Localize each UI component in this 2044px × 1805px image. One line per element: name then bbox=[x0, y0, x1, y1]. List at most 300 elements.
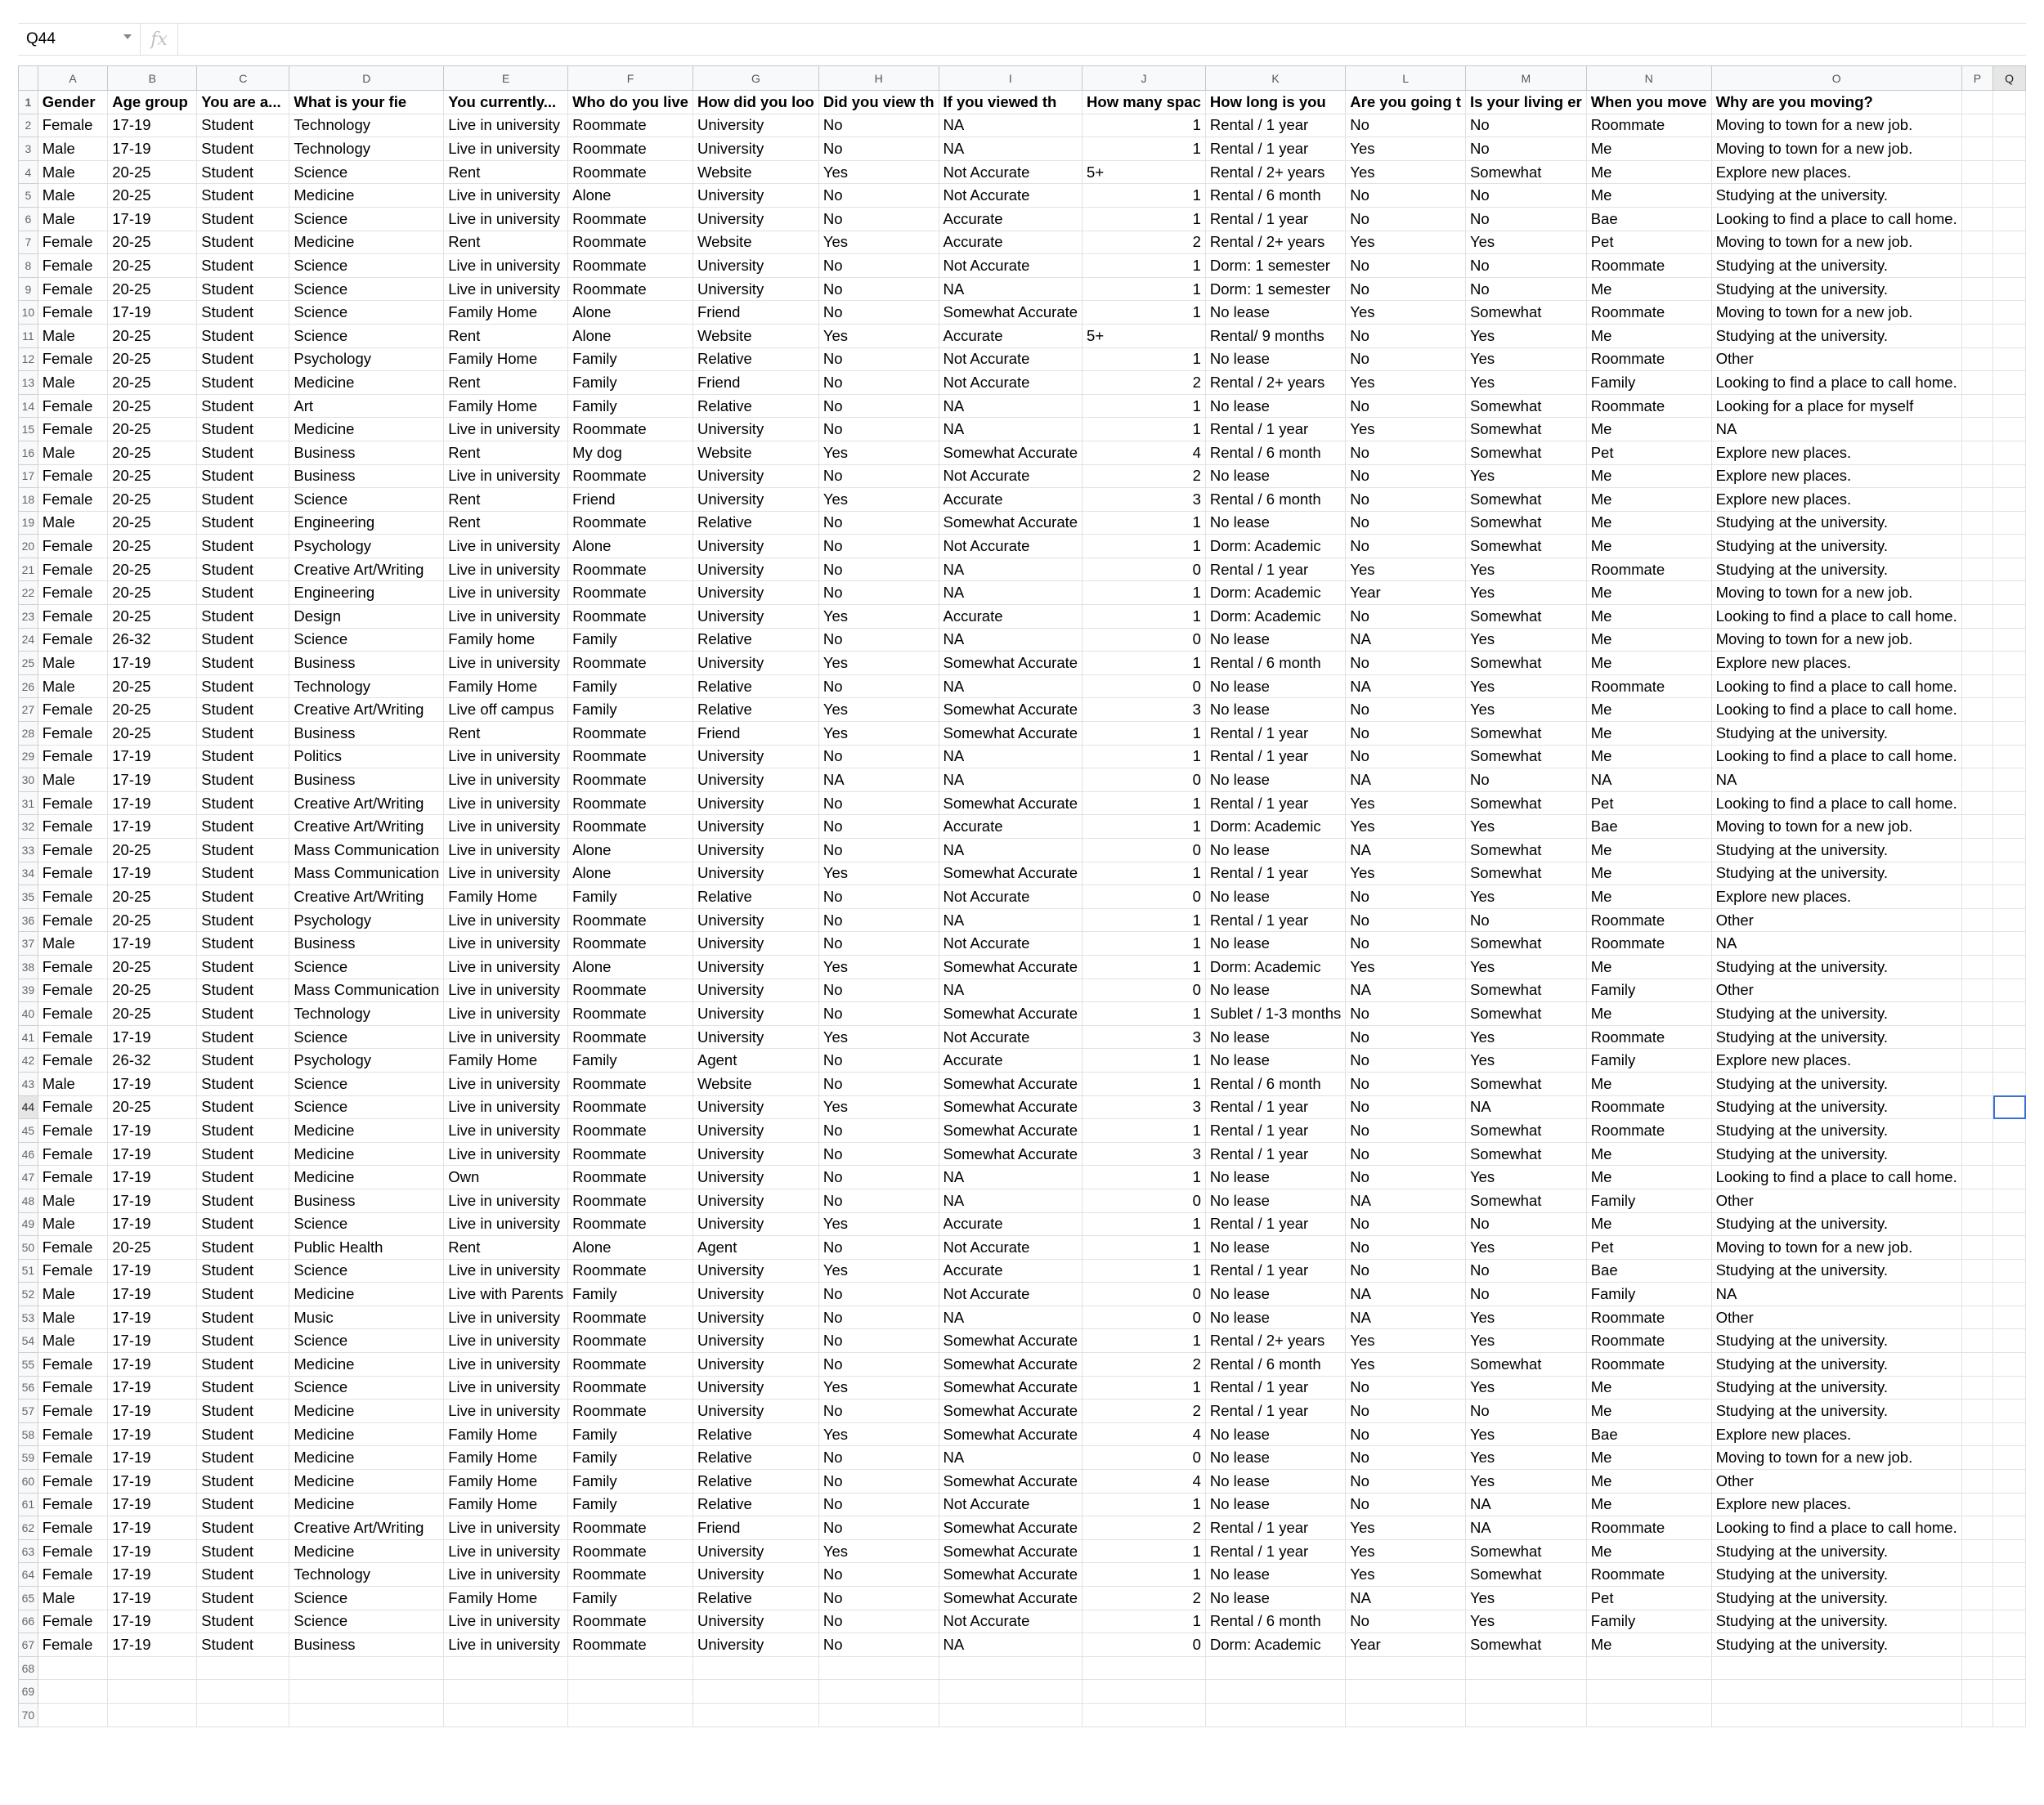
cell[interactable]: No bbox=[1346, 1470, 1466, 1494]
cell[interactable]: Science bbox=[289, 1072, 444, 1095]
cell[interactable] bbox=[1993, 511, 2026, 535]
cell[interactable]: No bbox=[818, 464, 939, 488]
cell[interactable]: Somewhat bbox=[1465, 1539, 1586, 1563]
cell[interactable]: Live in university bbox=[444, 908, 568, 932]
cell[interactable] bbox=[1961, 1072, 1992, 1095]
cell[interactable]: Rental / 1 year bbox=[1205, 745, 1345, 768]
cell[interactable]: Not Accurate bbox=[939, 1493, 1083, 1516]
cell[interactable]: Roommate bbox=[568, 1166, 693, 1189]
cell[interactable]: Roommate bbox=[568, 979, 693, 1002]
cell[interactable]: Bae bbox=[1586, 207, 1711, 231]
cell[interactable]: 2 bbox=[1083, 1587, 1206, 1610]
cell[interactable]: Explore new places. bbox=[1711, 1049, 1961, 1073]
cell[interactable]: Studying at the university. bbox=[1711, 1259, 1961, 1283]
cell[interactable]: Politics bbox=[289, 745, 444, 768]
cell[interactable]: 1 bbox=[1083, 394, 1206, 418]
cell[interactable]: Me bbox=[1586, 885, 1711, 909]
cell[interactable]: No bbox=[1346, 1049, 1466, 1073]
column-header-a[interactable]: A bbox=[38, 66, 108, 91]
cell[interactable]: Explore new places. bbox=[1711, 652, 1961, 675]
cell[interactable]: Me bbox=[1586, 464, 1711, 488]
cell[interactable]: 1 bbox=[1083, 1119, 1206, 1143]
cell[interactable]: No bbox=[1346, 1072, 1466, 1095]
cell[interactable]: Mass Communication bbox=[289, 979, 444, 1002]
cell[interactable]: Me bbox=[1586, 1470, 1711, 1494]
cell[interactable]: 5+ bbox=[1083, 324, 1206, 347]
cell[interactable]: Somewhat Accurate bbox=[939, 511, 1083, 535]
cell[interactable]: Student bbox=[197, 1025, 289, 1049]
cell[interactable]: No lease bbox=[1205, 698, 1345, 722]
cell[interactable]: Student bbox=[197, 277, 289, 301]
cell[interactable]: Studying at the university. bbox=[1711, 1563, 1961, 1587]
cell[interactable]: Student bbox=[197, 815, 289, 839]
cell[interactable]: Rental / 6 month bbox=[1205, 441, 1345, 464]
cell[interactable]: Male bbox=[38, 441, 108, 464]
cell[interactable]: 20-25 bbox=[108, 488, 197, 512]
cell[interactable]: Art bbox=[289, 394, 444, 418]
cell[interactable]: Science bbox=[289, 628, 444, 652]
cell[interactable]: Yes bbox=[1465, 1587, 1586, 1610]
cell[interactable]: Somewhat Accurate bbox=[939, 1516, 1083, 1540]
cell[interactable]: Studying at the university. bbox=[1711, 1002, 1961, 1026]
header-cell[interactable]: Age group bbox=[108, 91, 197, 114]
cell[interactable]: Science bbox=[289, 1259, 444, 1283]
cell[interactable]: 17-19 bbox=[108, 1142, 197, 1166]
cell[interactable]: Rental/ 9 months bbox=[1205, 324, 1345, 347]
cell[interactable]: Not Accurate bbox=[939, 1236, 1083, 1260]
cell[interactable]: Live in university bbox=[444, 535, 568, 558]
cell[interactable]: Rental / 1 year bbox=[1205, 1376, 1345, 1400]
cell[interactable]: Science bbox=[289, 955, 444, 979]
row-header[interactable]: 14 bbox=[19, 394, 38, 418]
cell[interactable] bbox=[1961, 231, 1992, 254]
cell[interactable]: Student bbox=[197, 1633, 289, 1657]
row-header[interactable]: 56 bbox=[19, 1376, 38, 1400]
cell[interactable]: Accurate bbox=[939, 1259, 1083, 1283]
cell[interactable]: Somewhat bbox=[1465, 160, 1586, 184]
cell[interactable] bbox=[38, 1703, 108, 1727]
cell[interactable]: Student bbox=[197, 464, 289, 488]
cell[interactable]: Other bbox=[1711, 1189, 1961, 1212]
cell[interactable] bbox=[1961, 1283, 1992, 1306]
cell[interactable]: Yes bbox=[1346, 301, 1466, 325]
cell[interactable]: Rental / 1 year bbox=[1205, 862, 1345, 885]
cell[interactable]: 20-25 bbox=[108, 1236, 197, 1260]
cell[interactable]: Roommate bbox=[1586, 932, 1711, 956]
cell[interactable]: No bbox=[1346, 394, 1466, 418]
cell[interactable] bbox=[1993, 698, 2026, 722]
cell[interactable]: NA bbox=[1711, 1283, 1961, 1306]
cell[interactable] bbox=[1465, 1703, 1586, 1727]
cell[interactable] bbox=[1993, 1025, 2026, 1049]
cell[interactable]: Roommate bbox=[568, 1329, 693, 1353]
column-header-h[interactable]: H bbox=[818, 66, 939, 91]
cell[interactable]: NA bbox=[818, 768, 939, 792]
cell[interactable]: Engineering bbox=[289, 511, 444, 535]
cell[interactable] bbox=[1961, 1189, 1992, 1212]
cell[interactable]: Not Accurate bbox=[939, 1025, 1083, 1049]
cell[interactable]: Looking to find a place to call home. bbox=[1711, 698, 1961, 722]
cell[interactable]: Student bbox=[197, 1353, 289, 1377]
cell[interactable]: Family bbox=[568, 1422, 693, 1446]
cell[interactable]: Business bbox=[289, 1189, 444, 1212]
column-header-l[interactable]: L bbox=[1346, 66, 1466, 91]
cell[interactable] bbox=[1961, 1656, 1992, 1680]
cell[interactable]: Somewhat Accurate bbox=[939, 1072, 1083, 1095]
cell[interactable] bbox=[1993, 1002, 2026, 1026]
cell[interactable]: NA bbox=[1346, 628, 1466, 652]
cell[interactable]: 1 bbox=[1083, 1002, 1206, 1026]
row-header[interactable]: 42 bbox=[19, 1049, 38, 1073]
cell[interactable]: Me bbox=[1586, 1212, 1711, 1236]
cell[interactable]: Yes bbox=[1465, 628, 1586, 652]
cell[interactable]: No bbox=[818, 815, 939, 839]
cell[interactable]: Roommate bbox=[1586, 1516, 1711, 1540]
cell[interactable]: Creative Art/Writing bbox=[289, 698, 444, 722]
cell[interactable]: Yes bbox=[1346, 371, 1466, 395]
cell[interactable]: 1 bbox=[1083, 1563, 1206, 1587]
cell[interactable] bbox=[1961, 1633, 1992, 1657]
cell[interactable]: Technology bbox=[289, 1563, 444, 1587]
cell[interactable] bbox=[1961, 745, 1992, 768]
cell[interactable] bbox=[1961, 791, 1992, 815]
cell[interactable]: Live in university bbox=[444, 1025, 568, 1049]
cell[interactable]: No bbox=[818, 581, 939, 605]
cell[interactable]: 1 bbox=[1083, 184, 1206, 208]
cell[interactable]: 20-25 bbox=[108, 1095, 197, 1119]
cell[interactable] bbox=[1961, 839, 1992, 862]
cell[interactable]: Yes bbox=[818, 862, 939, 885]
row-header[interactable]: 46 bbox=[19, 1142, 38, 1166]
cell[interactable]: Pet bbox=[1586, 231, 1711, 254]
cell[interactable]: Me bbox=[1586, 839, 1711, 862]
cell[interactable]: Male bbox=[38, 137, 108, 161]
row-header[interactable]: 44 bbox=[19, 1095, 38, 1119]
cell[interactable]: Family bbox=[1586, 1189, 1711, 1212]
cell[interactable] bbox=[1961, 1142, 1992, 1166]
cell[interactable] bbox=[1961, 1703, 1992, 1727]
cell[interactable]: Business bbox=[289, 932, 444, 956]
cell[interactable] bbox=[1993, 1470, 2026, 1494]
cell[interactable] bbox=[1961, 652, 1992, 675]
cell[interactable] bbox=[1961, 1095, 1992, 1119]
cell[interactable]: No bbox=[1346, 347, 1466, 371]
cell[interactable]: Yes bbox=[818, 1376, 939, 1400]
cell[interactable]: Yes bbox=[1465, 1376, 1586, 1400]
cell[interactable]: Me bbox=[1586, 1633, 1711, 1657]
cell[interactable]: No lease bbox=[1205, 628, 1345, 652]
cell[interactable]: No lease bbox=[1205, 885, 1345, 909]
cell[interactable] bbox=[1993, 908, 2026, 932]
cell[interactable]: No bbox=[1346, 1376, 1466, 1400]
cell[interactable]: Female bbox=[38, 791, 108, 815]
cell[interactable] bbox=[1993, 1493, 2026, 1516]
cell[interactable]: No bbox=[1346, 1095, 1466, 1119]
cell[interactable]: 1 bbox=[1083, 745, 1206, 768]
cell[interactable]: Student bbox=[197, 1212, 289, 1236]
cell[interactable]: Male bbox=[38, 160, 108, 184]
cell[interactable]: Rental / 1 year bbox=[1205, 791, 1345, 815]
cell[interactable]: 20-25 bbox=[108, 418, 197, 441]
header-cell[interactable]: Is your living er bbox=[1465, 91, 1586, 114]
header-cell[interactable]: You currently... bbox=[444, 91, 568, 114]
cell[interactable]: No lease bbox=[1205, 1422, 1345, 1446]
cell[interactable]: 17-19 bbox=[108, 1259, 197, 1283]
cell[interactable]: 1 bbox=[1083, 791, 1206, 815]
row-header[interactable]: 37 bbox=[19, 932, 38, 956]
cell[interactable]: Student bbox=[197, 1166, 289, 1189]
cell[interactable]: Live in university bbox=[444, 955, 568, 979]
cell[interactable]: 17-19 bbox=[108, 1633, 197, 1657]
cell[interactable]: Student bbox=[197, 184, 289, 208]
column-header-d[interactable]: D bbox=[289, 66, 444, 91]
cell[interactable]: Relative bbox=[693, 885, 818, 909]
cell[interactable]: Me bbox=[1586, 1493, 1711, 1516]
cell[interactable] bbox=[1993, 1703, 2026, 1727]
row-header[interactable]: 18 bbox=[19, 488, 38, 512]
cell[interactable]: 20-25 bbox=[108, 908, 197, 932]
cell[interactable]: No bbox=[818, 347, 939, 371]
cell[interactable]: 1 bbox=[1083, 1329, 1206, 1353]
cell[interactable]: Dorm: 1 semester bbox=[1205, 277, 1345, 301]
cell[interactable]: No lease bbox=[1205, 1446, 1345, 1470]
cell[interactable]: Female bbox=[38, 535, 108, 558]
cell[interactable]: Rental / 1 year bbox=[1205, 418, 1345, 441]
cell[interactable]: Website bbox=[693, 1072, 818, 1095]
cell[interactable]: Somewhat Accurate bbox=[939, 1376, 1083, 1400]
cell[interactable]: Yes bbox=[1465, 1470, 1586, 1494]
cell[interactable]: No bbox=[1346, 184, 1466, 208]
cell[interactable]: 2 bbox=[1083, 464, 1206, 488]
cell[interactable]: No bbox=[818, 418, 939, 441]
cell[interactable]: Studying at the university. bbox=[1711, 722, 1961, 746]
cell[interactable]: 20-25 bbox=[108, 441, 197, 464]
cell[interactable]: No bbox=[1465, 114, 1586, 137]
cell[interactable]: Alone bbox=[568, 324, 693, 347]
cell[interactable]: Somewhat bbox=[1465, 722, 1586, 746]
column-header-p[interactable]: P bbox=[1961, 66, 1992, 91]
cell[interactable]: No lease bbox=[1205, 839, 1345, 862]
cell[interactable] bbox=[108, 1656, 197, 1680]
cell[interactable] bbox=[1993, 184, 2026, 208]
cell[interactable]: 17-19 bbox=[108, 1212, 197, 1236]
cell[interactable] bbox=[1993, 231, 2026, 254]
cell[interactable]: Rent bbox=[444, 488, 568, 512]
cell[interactable]: Yes bbox=[1465, 558, 1586, 581]
cell[interactable]: NA bbox=[939, 114, 1083, 137]
cell[interactable]: No bbox=[1346, 932, 1466, 956]
cell[interactable]: Roommate bbox=[1586, 1095, 1711, 1119]
cell[interactable]: Family bbox=[1586, 1049, 1711, 1073]
cell[interactable]: Family bbox=[1586, 1283, 1711, 1306]
cell[interactable]: No bbox=[1346, 1259, 1466, 1283]
cell[interactable]: Live in university bbox=[444, 1329, 568, 1353]
cell[interactable]: Yes bbox=[1465, 1049, 1586, 1073]
cell[interactable]: Live in university bbox=[444, 1142, 568, 1166]
cell[interactable]: Male bbox=[38, 1587, 108, 1610]
cell[interactable]: Science bbox=[289, 1376, 444, 1400]
cell[interactable] bbox=[1961, 605, 1992, 629]
cell[interactable] bbox=[1961, 394, 1992, 418]
cell[interactable]: No bbox=[818, 979, 939, 1002]
cell[interactable]: Roommate bbox=[568, 908, 693, 932]
cell[interactable]: 20-25 bbox=[108, 535, 197, 558]
cell[interactable]: Rent bbox=[444, 160, 568, 184]
cell[interactable]: NA bbox=[1346, 674, 1466, 698]
column-header-j[interactable]: J bbox=[1083, 66, 1206, 91]
cell[interactable]: Relative bbox=[693, 347, 818, 371]
cell[interactable]: Yes bbox=[1346, 1563, 1466, 1587]
cell[interactable]: Rental / 1 year bbox=[1205, 1516, 1345, 1540]
cell[interactable]: Medicine bbox=[289, 1119, 444, 1143]
cell[interactable]: Female bbox=[38, 464, 108, 488]
cell[interactable]: Accurate bbox=[939, 324, 1083, 347]
cell[interactable]: Yes bbox=[1346, 1516, 1466, 1540]
cell[interactable]: Roommate bbox=[568, 652, 693, 675]
cell[interactable]: Student bbox=[197, 137, 289, 161]
cell[interactable]: Studying at the university. bbox=[1711, 1142, 1961, 1166]
cell[interactable] bbox=[1993, 535, 2026, 558]
cell[interactable]: 3 bbox=[1083, 698, 1206, 722]
cell[interactable]: Psychology bbox=[289, 908, 444, 932]
cell[interactable]: Female bbox=[38, 1353, 108, 1377]
cell[interactable]: Somewhat bbox=[1465, 1633, 1586, 1657]
cell[interactable]: Female bbox=[38, 1236, 108, 1260]
cell[interactable]: Science bbox=[289, 1329, 444, 1353]
header-cell[interactable]: How long is you bbox=[1205, 91, 1345, 114]
cell[interactable]: No bbox=[1346, 1422, 1466, 1446]
cell[interactable]: Creative Art/Writing bbox=[289, 815, 444, 839]
cell[interactable]: 3 bbox=[1083, 1025, 1206, 1049]
cell[interactable]: Live in university bbox=[444, 768, 568, 792]
cell[interactable]: 17-19 bbox=[108, 652, 197, 675]
cell[interactable] bbox=[1961, 768, 1992, 792]
cell[interactable] bbox=[1993, 1259, 2026, 1283]
cell[interactable]: Alone bbox=[568, 535, 693, 558]
cell[interactable]: Moving to town for a new job. bbox=[1711, 301, 1961, 325]
cell[interactable]: No lease bbox=[1205, 1470, 1345, 1494]
cell[interactable]: Rental / 1 year bbox=[1205, 114, 1345, 137]
cell[interactable]: Rental / 2+ years bbox=[1205, 160, 1345, 184]
cell[interactable]: Female bbox=[38, 488, 108, 512]
cell[interactable]: Roommate bbox=[568, 1353, 693, 1377]
cell[interactable]: Business bbox=[289, 441, 444, 464]
cell[interactable] bbox=[1993, 488, 2026, 512]
row-header[interactable]: 1 bbox=[19, 91, 38, 114]
cell[interactable]: Roommate bbox=[568, 558, 693, 581]
cell[interactable]: No bbox=[818, 1189, 939, 1212]
cell[interactable]: Roommate bbox=[568, 418, 693, 441]
cell[interactable] bbox=[818, 1703, 939, 1727]
cell[interactable]: No bbox=[1465, 768, 1586, 792]
header-cell[interactable]: What is your fie bbox=[289, 91, 444, 114]
cell[interactable] bbox=[1711, 1656, 1961, 1680]
cell[interactable]: Student bbox=[197, 1306, 289, 1329]
cell[interactable]: Alone bbox=[568, 839, 693, 862]
cell[interactable]: Live in university bbox=[444, 558, 568, 581]
cell[interactable]: Studying at the university. bbox=[1711, 1587, 1961, 1610]
cell[interactable]: No bbox=[1465, 137, 1586, 161]
cell[interactable]: Me bbox=[1586, 862, 1711, 885]
cell[interactable]: Alone bbox=[568, 184, 693, 208]
cell[interactable] bbox=[818, 1680, 939, 1704]
cell[interactable]: University bbox=[693, 277, 818, 301]
cell[interactable]: Female bbox=[38, 1610, 108, 1633]
row-header[interactable]: 26 bbox=[19, 674, 38, 698]
cell[interactable]: Male bbox=[38, 207, 108, 231]
cell[interactable]: Roommate bbox=[568, 1376, 693, 1400]
cell[interactable]: Studying at the university. bbox=[1711, 324, 1961, 347]
cell[interactable]: Dorm: 1 semester bbox=[1205, 254, 1345, 278]
row-header[interactable]: 11 bbox=[19, 324, 38, 347]
cell[interactable]: Female bbox=[38, 605, 108, 629]
cell[interactable]: 20-25 bbox=[108, 605, 197, 629]
cell[interactable] bbox=[1961, 1002, 1992, 1026]
cell[interactable]: Yes bbox=[1346, 558, 1466, 581]
cell[interactable]: 17-19 bbox=[108, 745, 197, 768]
row-header[interactable]: 30 bbox=[19, 768, 38, 792]
cell[interactable]: Female bbox=[38, 722, 108, 746]
cell[interactable]: University bbox=[693, 1259, 818, 1283]
row-header[interactable]: 43 bbox=[19, 1072, 38, 1095]
cell[interactable] bbox=[939, 1680, 1083, 1704]
cell[interactable]: Male bbox=[38, 768, 108, 792]
cell[interactable] bbox=[1961, 160, 1992, 184]
cell[interactable]: Live in university bbox=[444, 137, 568, 161]
cell[interactable] bbox=[1993, 1422, 2026, 1446]
cell[interactable]: Roommate bbox=[1586, 1025, 1711, 1049]
cell[interactable]: Explore new places. bbox=[1711, 464, 1961, 488]
cell[interactable]: No lease bbox=[1205, 979, 1345, 1002]
cell[interactable]: Female bbox=[38, 418, 108, 441]
cell[interactable]: No bbox=[1346, 722, 1466, 746]
cell[interactable]: Live in university bbox=[444, 1633, 568, 1657]
cell[interactable]: 17-19 bbox=[108, 301, 197, 325]
cell[interactable]: 0 bbox=[1083, 1189, 1206, 1212]
cell[interactable]: 1 bbox=[1083, 581, 1206, 605]
cell[interactable]: NA bbox=[939, 1306, 1083, 1329]
cell[interactable]: University bbox=[693, 207, 818, 231]
cell[interactable] bbox=[1993, 558, 2026, 581]
cell[interactable]: Student bbox=[197, 114, 289, 137]
cell[interactable]: Rental / 2+ years bbox=[1205, 231, 1345, 254]
cell[interactable]: 17-19 bbox=[108, 1470, 197, 1494]
cell[interactable]: Somewhat Accurate bbox=[939, 1002, 1083, 1026]
cell[interactable]: Science bbox=[289, 277, 444, 301]
cell[interactable]: Not Accurate bbox=[939, 1610, 1083, 1633]
cell[interactable]: Yes bbox=[818, 698, 939, 722]
cell[interactable] bbox=[1993, 722, 2026, 746]
cell[interactable]: No bbox=[1465, 1212, 1586, 1236]
cell[interactable]: 2 bbox=[1083, 1400, 1206, 1423]
cell[interactable]: Somewhat bbox=[1465, 394, 1586, 418]
cell[interactable] bbox=[1961, 1306, 1992, 1329]
row-header[interactable]: 7 bbox=[19, 231, 38, 254]
cell[interactable]: Rental / 1 year bbox=[1205, 137, 1345, 161]
cell[interactable]: Relative bbox=[693, 628, 818, 652]
cell[interactable]: Live in university bbox=[444, 254, 568, 278]
cell[interactable]: No lease bbox=[1205, 768, 1345, 792]
cell[interactable]: Live in university bbox=[444, 1002, 568, 1026]
cell[interactable]: Roommate bbox=[568, 1119, 693, 1143]
column-header-i[interactable]: I bbox=[939, 66, 1083, 91]
cell[interactable]: NA bbox=[1465, 1516, 1586, 1540]
row-header[interactable]: 52 bbox=[19, 1283, 38, 1306]
cell[interactable]: No bbox=[1346, 1493, 1466, 1516]
cell[interactable]: Roommate bbox=[568, 1025, 693, 1049]
cell[interactable]: Female bbox=[38, 1493, 108, 1516]
cell[interactable]: Student bbox=[197, 698, 289, 722]
